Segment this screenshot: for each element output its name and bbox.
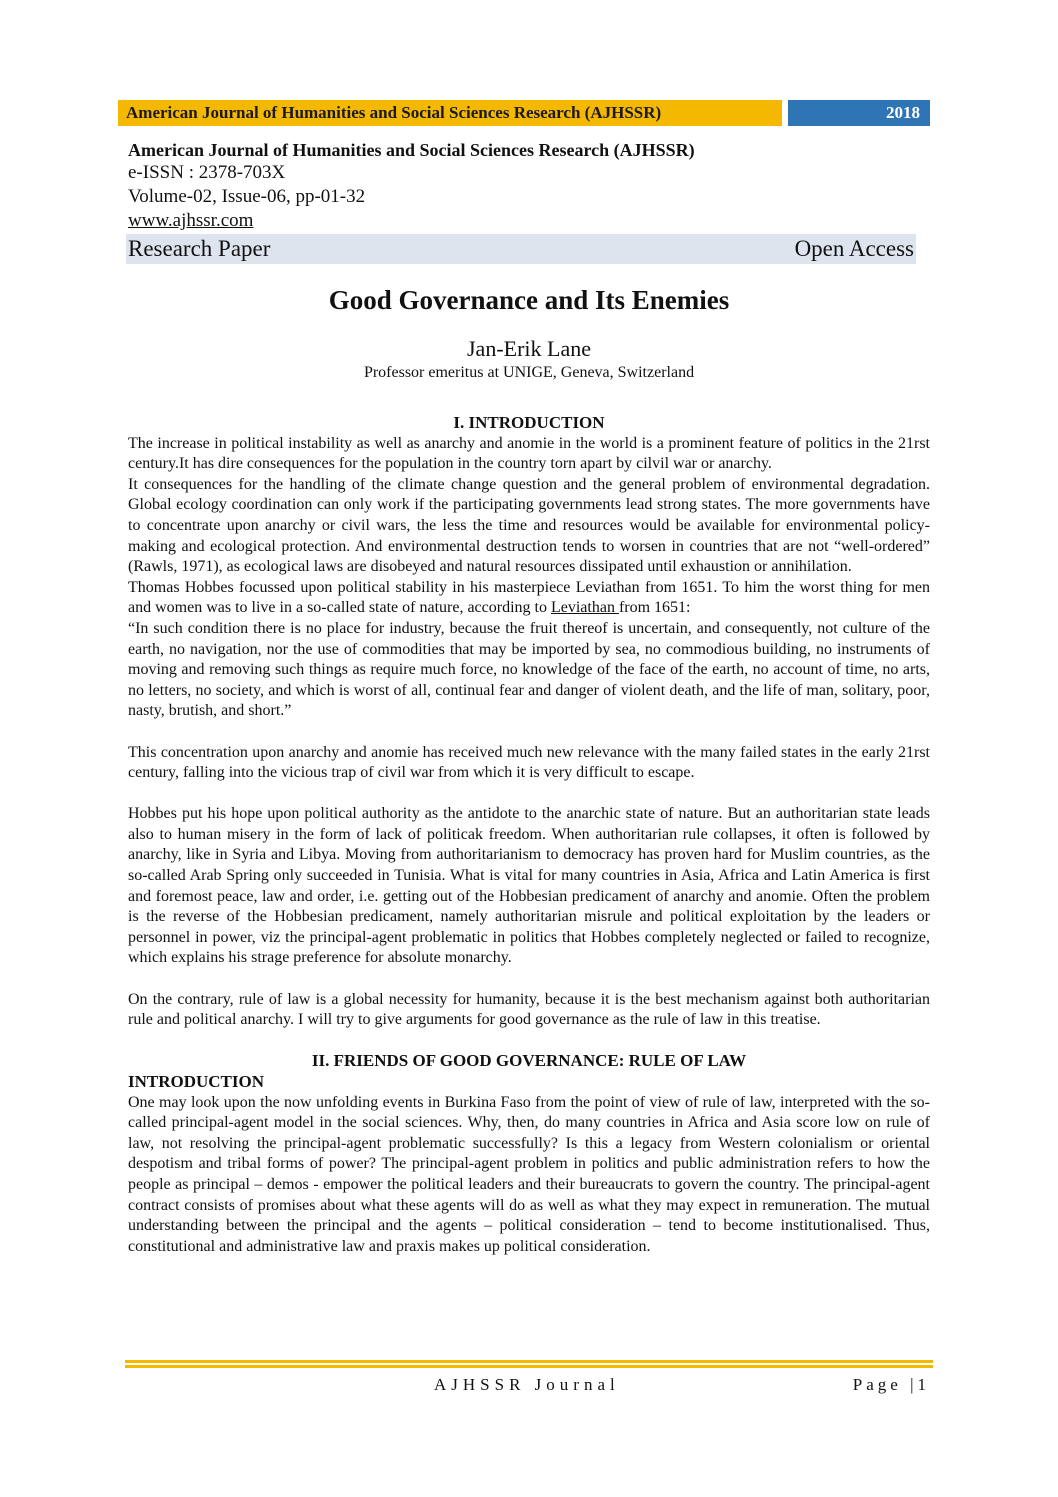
paragraph: The increase in political instability as well as anarchy and anomie in the world is a prominent feature of politics in the 21rst century.It has dire consequences for the population in the country torn apart by cilvil war or anarchy.: [128, 434, 930, 473]
journal-name: American Journal of Humanities and Social Sciences Research (AJHSSR): [128, 140, 695, 160]
paper-body: [128, 413, 930, 1257]
page-number: Page |1: [852, 1375, 930, 1394]
journal-header-title: American Journal of Humanities and Social Sciences Research (AJHSSR): [118, 100, 782, 126]
article-type-bar: [126, 234, 916, 264]
paragraph: On the contrary, rule of law is a global necessity for humanity, because it is the best mechanism against both authoritarian rule and political anarchy. I will try to give arguments for good governance as the rule of law in this treatise.: [128, 990, 930, 1029]
spacer: [128, 722, 930, 743]
journal-website-link[interactable]: www.ajhssr.com: [128, 210, 254, 231]
paragraph-text: Thomas Hobbes focussed upon political stability in his masterpiece Leviathan from 1651. To him the worst thing for men and women was to live in a so-called state of nature, according to: [128, 578, 930, 617]
section-heading-introduction: I. INTRODUCTION: [453, 413, 605, 432]
journal-header-bar: [118, 100, 930, 126]
journal-meta: [128, 139, 916, 233]
spacer: [128, 1031, 930, 1052]
section-heading-rule-of-law: II. FRIENDS OF GOOD GOVERNANCE: RULE OF LAW: [311, 1051, 747, 1071]
author-affiliation: Professor emeritus at UNIGE, Geneva, Switzerland: [363, 364, 695, 381]
spacer: [128, 784, 930, 805]
paragraph: It consequences for the handling of the climate change question and the general problem of environmental degradation. Global ecology coordination can only work if the participating governments lead strong states. The more governments have to concentrate upon anarchy or civil wars, the less the time and resources would be available for environmental policy-making and ecological protection. And environmental destruction tends to worsen in countries that are not “well-ordered” (Rawls, 1971), as ecological laws are disobeyed and natural resources dissipated until exhaustion or annihilation.: [128, 475, 930, 576]
subsection-heading-introduction: INTRODUCTION: [128, 1072, 265, 1091]
access-type: Open Access: [794, 236, 914, 261]
paragraph: [128, 578, 930, 619]
footer-rule: [125, 1360, 933, 1372]
paper-author: Jan-Erik Lane: [467, 336, 591, 361]
article-type: Research Paper: [128, 236, 271, 261]
paragraph: One may look upon the now unfolding events in Burkina Faso from the point of view of rule of law, interpreted with the so-called principal-agent model in the social sciences. Why, then, do many countries in Africa and Asia score low on rule of law, not resolving the principal-agent problematic successfully? Is this a legacy from Western colonialism or oriental despotism and tribal forms of power? The principal-agent problem in politics and public administration refers to how the people as principal – demos - empower the political leaders and their bureaucrats to govern the country. The principal-agent contract consists of promises about what these agents will do as well as what they may expect in remuneration. The mutual understanding between the principal and the agents – political consideration – tend to become institutionalised. Thus, constitutional and administrative law and praxis makes up political consideration.: [128, 1093, 930, 1255]
paragraph: Hobbes put his hope upon political authority as the antidote to the anarchic state of nature. But an authoritarian state leads also to human misery in the form of lack of politicak freedom. When authoritarian rule collapses, it often is followed by anarchy, like in Syria and Libya. Moving from authoritarianism to democracy has proven hard for Muslim countries, as the so-called Arab Spring only succeeded in Tunisia. What is vital for many countries in Asia, Africa and Latin America is first and foremost peace, law and order, i.e. getting out of the Hobbesian predicament of anarchy and anomie. Often the problem is the reverse of the Hobbesian predicament, namely authoritarian misrule and political exploitation by the leaders or personnel in power, viz the principal-agent problematic in politics that Hobbes completely neglected or failed to recognize, which explains his strage preference for absolute monarchy.: [128, 805, 930, 967]
journal-header-year: 2018: [788, 100, 930, 126]
volume-issue: Volume-02, Issue-06, pp-01-32: [128, 186, 366, 207]
quotation: “In such condition there is no place for industry, because the fruit thereof is uncertain, and consequently, not culture of the earth, no navigation, nor the use of commodities that may be imported by sea, no commodious building, no instruments of moving and removing such things as require much force, no knowledge of the face of the earth, no account of time, no arts, no letters, no society, and which is worst of all, continual fear and danger of violent death, and the life of man, solitary, poor, nasty, brutish, and short.”: [128, 619, 930, 720]
paragraph-text: from 1651:: [618, 599, 691, 617]
issn: e-ISSN : 2378-703X: [128, 162, 286, 183]
paper-title: Good Governance and Its Enemies: [328, 285, 730, 315]
footer-journal: AJHSSR Journal: [434, 1375, 620, 1394]
paragraph: This concentration upon anarchy and anomie has received much new relevance with the many failed states in the early 21rst century, falling into the vicious trap of civil war from which it is very difficult to escape.: [128, 743, 930, 782]
leviathan-link[interactable]: Leviathan: [550, 599, 619, 617]
footer-rule-line: [125, 1360, 933, 1363]
spacer: [128, 969, 930, 990]
footer-rule-line: [125, 1365, 933, 1368]
